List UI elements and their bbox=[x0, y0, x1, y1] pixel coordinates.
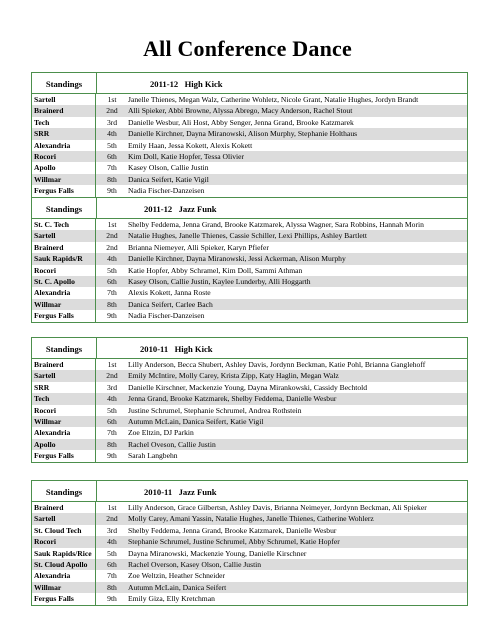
school-cell: Sartell bbox=[32, 94, 96, 105]
table-row bbox=[32, 593, 467, 604]
dancers-cell: Nadia Fischer-Danzeisen bbox=[128, 311, 205, 321]
table-row bbox=[32, 185, 467, 196]
table-row bbox=[32, 393, 467, 404]
table-row bbox=[32, 140, 467, 151]
place-cell: 3rd bbox=[106, 525, 118, 535]
table-row bbox=[32, 230, 467, 241]
standings-heading: Standings bbox=[32, 73, 97, 93]
table-row bbox=[32, 405, 467, 416]
dancers-cell: Danielle Wesbur, Ali Host, Abby Senger, Jenna Grand, Brooke Katzmarek bbox=[128, 117, 354, 127]
school-cell: Sartell bbox=[32, 513, 96, 524]
event-title: 2011-12 Jazz Funk bbox=[144, 204, 217, 214]
dancers-cell: Molly Carey, Amani Yassin, Natalie Hughes, Janelle Thienes, Catherine Wohlerz bbox=[128, 514, 374, 524]
place-cell: 8th bbox=[107, 439, 117, 449]
dancers-cell: Dayna Miranowski, Mackenzie Young, Danielle Kirschner bbox=[128, 548, 307, 558]
place-cell: 1st bbox=[107, 220, 117, 229]
place-cell: 7th bbox=[107, 163, 117, 173]
table-header bbox=[32, 481, 467, 502]
school-cell: Alexandria bbox=[32, 140, 96, 151]
school-cell: Rocori bbox=[32, 151, 96, 162]
dancers-cell: Rachel Overson, Kasey Olson, Callie Justin bbox=[128, 559, 262, 569]
dancers-cell: Zoe Eltzin, DJ Parkin bbox=[128, 428, 194, 438]
standings-table bbox=[31, 72, 468, 198]
place-cell: 8th bbox=[107, 174, 117, 184]
place-cell: 7th bbox=[107, 428, 117, 438]
dancers-cell: Autumn McLain, Danica Seifert, Katie Vigil bbox=[128, 416, 264, 426]
school-cell: SRR bbox=[32, 128, 96, 139]
dancers-cell: Stephanie Schrumel, Justine Schrumel, Abby Schrumel, Katie Hopfer bbox=[128, 537, 340, 547]
dancers-cell: Alli Spieker, Abbi Browne, Alyssa Abrego, Macy Anderson, Rachel Stout bbox=[128, 106, 353, 116]
school-cell: Apollo bbox=[32, 439, 96, 450]
place-cell: 5th bbox=[107, 405, 117, 415]
table-row bbox=[32, 525, 467, 536]
table-row bbox=[32, 174, 467, 185]
table-row bbox=[32, 299, 467, 310]
dancers-cell: Katie Hopfer, Abby Schramel, Kim Doll, Sammi Athman bbox=[128, 265, 303, 275]
school-cell: Sartell bbox=[32, 230, 96, 241]
school-cell: St. C. Tech bbox=[32, 219, 96, 230]
school-cell: Brainerd bbox=[32, 359, 96, 370]
place-cell: 4th bbox=[107, 129, 117, 139]
school-cell: Rocori bbox=[32, 265, 96, 276]
dancers-cell: Brianna Niemeyer, Alli Spieker, Karyn Pfiefer bbox=[128, 242, 269, 252]
place-cell: 1st bbox=[107, 503, 117, 512]
school-cell: Alexandria bbox=[32, 427, 96, 438]
school-cell: Sartell bbox=[32, 370, 96, 381]
place-cell: 3rd bbox=[106, 117, 118, 127]
school-cell: Willmar bbox=[32, 174, 96, 185]
place-cell: 5th bbox=[107, 265, 117, 275]
dancers-cell: Lilly Anderson, Becca Shubert, Ashley Davis, Jordynn Beckman, Katie Pohl, Brianna Ganglehoff bbox=[128, 360, 426, 369]
table-header bbox=[32, 73, 467, 94]
dancers-cell: Rachel Oveson, Callie Justin bbox=[128, 439, 216, 449]
place-cell: 2nd bbox=[106, 371, 118, 381]
standings-table bbox=[31, 197, 468, 323]
table-row bbox=[32, 151, 467, 162]
school-cell: Sauk Rapids/R bbox=[32, 253, 96, 264]
place-cell: 8th bbox=[107, 582, 117, 592]
dancers-cell: Danielle Kirschner, Mackenzie Young, Dayna Mirankowski, Cassidy Bechtold bbox=[128, 382, 368, 392]
table-row bbox=[32, 253, 467, 264]
place-cell: 4th bbox=[107, 394, 117, 404]
school-cell: Alexandria bbox=[32, 287, 96, 298]
dancers-cell: Natalie Hughes, Janelle Thienes, Cassie Schiller, Lexi Phillips, Ashley Bartlett bbox=[128, 231, 367, 241]
table-row bbox=[32, 570, 467, 581]
place-cell: 1st bbox=[107, 95, 117, 104]
dancers-cell: Shelby Feddema, Jenna Grand, Brooke Katzmarek, Alyssa Wagner, Sara Robbins, Hannah Morin bbox=[128, 220, 424, 229]
standings-heading: Standings bbox=[32, 481, 97, 501]
place-cell: 4th bbox=[107, 254, 117, 264]
standings-heading: Standings bbox=[32, 338, 97, 358]
dancers-cell: Kasey Olson, Callie Justin bbox=[128, 163, 209, 173]
table-row bbox=[32, 162, 467, 173]
place-cell: 6th bbox=[107, 276, 117, 286]
dancers-cell: Sarah Langbehn bbox=[128, 451, 178, 461]
table-row bbox=[32, 559, 467, 570]
place-cell: 7th bbox=[107, 288, 117, 298]
place-cell: 8th bbox=[107, 299, 117, 309]
dancers-cell: Jenna Grand, Brooke Katzmarek, Shelby Feddema, Danielle Wesbur bbox=[128, 394, 337, 404]
table-row bbox=[32, 287, 467, 298]
dancers-cell: Janelle Thienes, Megan Walz, Catherine Wohletz, Nicole Grant, Natalie Hughes, Jordyn Brandt bbox=[128, 95, 419, 104]
table-row bbox=[32, 416, 467, 427]
school-cell: Brainerd bbox=[32, 502, 96, 513]
school-cell: St. Cloud Apollo bbox=[32, 559, 96, 570]
school-cell: Rocori bbox=[32, 536, 96, 547]
dancers-cell: Emily Giza, Elly Kretchman bbox=[128, 594, 215, 604]
place-cell: 9th bbox=[107, 594, 117, 604]
table-row bbox=[32, 219, 467, 230]
table-header bbox=[32, 198, 467, 219]
standings-table bbox=[31, 480, 468, 606]
place-cell: 1st bbox=[107, 360, 117, 369]
place-cell: 2nd bbox=[106, 231, 118, 241]
table-header bbox=[32, 338, 467, 359]
table-row bbox=[32, 582, 467, 593]
table-row bbox=[32, 105, 467, 116]
school-cell: Alexandria bbox=[32, 570, 96, 581]
school-cell: Brainerd bbox=[32, 242, 96, 253]
school-cell: Willmar bbox=[32, 416, 96, 427]
place-cell: 9th bbox=[107, 451, 117, 461]
school-cell: Fergus Falls bbox=[32, 185, 96, 196]
school-cell: Brainerd bbox=[32, 105, 96, 116]
dancers-cell: Zoe Weltzin, Heather Schneider bbox=[128, 571, 226, 581]
table-row bbox=[32, 128, 467, 139]
dancers-cell: Justine Schrumel, Stephanie Schrumel, Andrea Rothstein bbox=[128, 405, 302, 415]
dancers-cell: Alexis Kokett, Janna Roste bbox=[128, 288, 211, 298]
table-row bbox=[32, 502, 467, 513]
table-row bbox=[32, 265, 467, 276]
school-cell: Willmar bbox=[32, 299, 96, 310]
table-row bbox=[32, 117, 467, 128]
dancers-cell: Danica Seifert, Carlee Bach bbox=[128, 299, 213, 309]
table-row bbox=[32, 94, 467, 105]
school-cell: Fergus Falls bbox=[32, 593, 96, 604]
place-cell: 4th bbox=[107, 537, 117, 547]
event-title: 2011-12 High Kick bbox=[150, 79, 223, 89]
place-cell: 9th bbox=[107, 186, 117, 196]
place-cell: 5th bbox=[107, 140, 117, 150]
dancers-cell: Danica Seifert, Katie Vigil bbox=[128, 174, 209, 184]
table-row bbox=[32, 427, 467, 438]
table-row bbox=[32, 276, 467, 287]
school-cell: St. C. Apollo bbox=[32, 276, 96, 287]
place-cell: 3rd bbox=[106, 382, 118, 392]
event-title: 2010-11 Jazz Funk bbox=[144, 487, 217, 497]
dancers-cell: Lilly Anderson, Grace Gilbertsn, Ashley Davis, Brianna Neimeyer, Jordynn Beckman, Ali Spieker bbox=[128, 503, 427, 512]
dancers-cell: Shelby Feddema, Jenna Grand, Brooke Katzmarek, Danielle Wesbur bbox=[128, 525, 337, 535]
table-row bbox=[32, 310, 467, 321]
table-row bbox=[32, 548, 467, 559]
school-cell: Tech bbox=[32, 117, 96, 128]
table-row bbox=[32, 450, 467, 461]
event-title: 2010-11 High Kick bbox=[140, 344, 213, 354]
school-cell: SRR bbox=[32, 382, 96, 393]
place-cell: 6th bbox=[107, 416, 117, 426]
place-cell: 2nd bbox=[106, 514, 118, 524]
dancers-cell: Emily Haan, Jessa Kokett, Alexis Kokett bbox=[128, 140, 253, 150]
table-row bbox=[32, 439, 467, 450]
school-cell: Rocori bbox=[32, 405, 96, 416]
table-row bbox=[32, 513, 467, 524]
place-cell: 2nd bbox=[106, 106, 118, 116]
place-cell: 7th bbox=[107, 571, 117, 581]
table-row bbox=[32, 359, 467, 370]
table-row bbox=[32, 382, 467, 393]
dancers-cell: Kasey Olson, Callie Justin, Kaylee Lunderby, Alli Hoggarth bbox=[128, 276, 311, 286]
place-cell: 6th bbox=[107, 151, 117, 161]
school-cell: Sauk Rapids/Rice bbox=[32, 548, 96, 559]
place-cell: 2nd bbox=[106, 242, 118, 252]
dancers-cell: Autumn McLain, Danica Seifert bbox=[128, 582, 227, 592]
table-row bbox=[32, 536, 467, 547]
table-row bbox=[32, 370, 467, 381]
table-row bbox=[32, 242, 467, 253]
dancers-cell: Danielle Kirchner, Dayna Miranowski, Alison Murphy, Stephanie Holthaus bbox=[128, 129, 358, 139]
school-cell: Fergus Falls bbox=[32, 450, 96, 461]
dancers-cell: Emily McIntire, Molly Carey, Krista Zipp, Katy Haglin, Megan Walz bbox=[128, 371, 339, 381]
standings-heading: Standings bbox=[32, 198, 97, 218]
place-cell: 9th bbox=[107, 311, 117, 321]
place-cell: 6th bbox=[107, 559, 117, 569]
school-cell: Fergus Falls bbox=[32, 310, 96, 321]
school-cell: Willmar bbox=[32, 582, 96, 593]
school-cell: Tech bbox=[32, 393, 96, 404]
school-cell: Apollo bbox=[32, 162, 96, 173]
standings-table bbox=[31, 337, 468, 463]
place-cell: 5th bbox=[107, 548, 117, 558]
school-cell: St. Cloud Tech bbox=[32, 525, 96, 536]
dancers-cell: Danielle Kirchner, Dayna Miranowski, Jessi Ackerman, Alison Murphy bbox=[128, 254, 346, 264]
page-title: All Conference Dance bbox=[143, 36, 352, 61]
dancers-cell: Kim Doll, Katie Hopfer, Tessa Olivier bbox=[128, 151, 245, 161]
dancers-cell: Nadia Fischer-Danzeisen bbox=[128, 186, 205, 196]
